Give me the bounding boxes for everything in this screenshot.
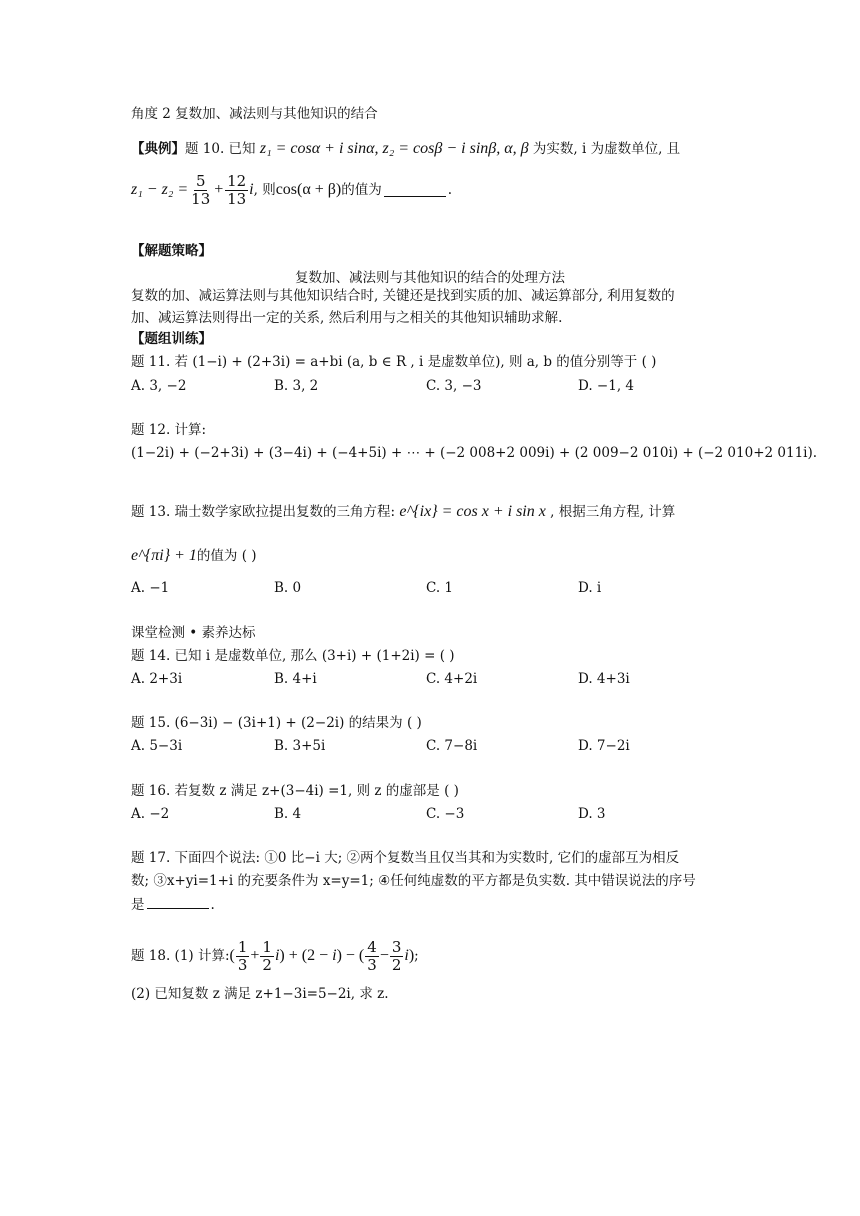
training-tag: 【题组训练】 <box>131 331 212 347</box>
example-q10-line2 <box>131 174 452 207</box>
imag-unit: i <box>404 947 409 965</box>
q10-mid: , 则 <box>253 181 276 198</box>
q17-line1: 题 17. 下面四个说法: ①0 比−i 大; ②两个复数当且仅当其和为实数时, 它们的虚部互为相反 <box>131 850 680 866</box>
q11-stem: 题 11. 若 (1−i) + (2+3i) = a+bi (a, b ∈ R , i 是虚数单位), 则 a, b 的值分别等于 ( ) <box>131 354 657 370</box>
euler-formula: e^{ix} = cos x + i sin x <box>399 503 546 520</box>
q10-end: . <box>447 181 453 198</box>
q10-suffix: 为实数, i 为虚数单位, 且 <box>528 141 681 157</box>
q14-option-d[interactable]: D. 4+3i <box>578 671 630 687</box>
frac-den: 13 <box>191 189 211 208</box>
minus-sign: − <box>379 947 389 965</box>
paren-close: ) <box>408 947 415 965</box>
q10-line2-suffix: 的值为 <box>341 181 382 198</box>
paren-open: ( <box>229 947 235 965</box>
middle-term: ) + (2 − i) − ( <box>279 947 365 965</box>
q13-option-d[interactable]: D. i <box>578 580 602 596</box>
q12-stem: 题 12. 计算: <box>131 422 207 438</box>
strategy-tag: 【解题策略】 <box>131 243 212 259</box>
q14-option-a[interactable]: A. 2+3i <box>131 671 183 687</box>
q13-line1 <box>131 502 675 523</box>
frac-num: 4 <box>367 938 377 956</box>
q13-option-a[interactable]: A. −1 <box>131 580 170 596</box>
q17-line2: 数; ③x+yi=1+i 的充要条件为 x=y=1; ④任何纯虚数的平方都是负实数. 其中错误说法的序号 <box>131 873 696 889</box>
strategy-para-line2: 加、减运算法则得出一定的关系, 然后利用与之相关的其他知识辅助求解. <box>131 310 563 326</box>
q10-frac-imag <box>225 174 248 207</box>
frac-den: 2 <box>262 955 272 974</box>
q18-part2: (2) 已知复数 z 满足 z+1−3i=5−2i, 求 z. <box>131 986 389 1002</box>
q14-stem: 题 14. 已知 i 是虚数单位, 那么 (3+i) + (1+2i) = ( ) <box>131 648 455 664</box>
frac-num: 3 <box>391 938 402 956</box>
q11-option-c[interactable]: C. 3, −3 <box>426 378 482 394</box>
q17-line3-end: . <box>210 897 215 913</box>
strategy-para-line1: 复数的加、减运算法则与其他知识结合时, 关键还是找到实质的加、减运算部分, 利用复数的 <box>131 288 675 304</box>
q16-option-a[interactable]: A. −2 <box>131 806 170 822</box>
q10-lhs: z₁ − z₂ = <box>131 181 189 199</box>
frac-num: 12 <box>227 172 247 190</box>
strategy-heading: 复数加、减法则与其他知识的结合的处理方法 <box>295 270 565 286</box>
q10-prefix: 题 10. 已知 <box>185 141 260 157</box>
q17-line3 <box>131 896 215 915</box>
q16-option-b[interactable]: B. 4 <box>274 806 302 822</box>
q18-frac-1 <box>236 940 250 973</box>
frac-den: 2 <box>391 955 402 974</box>
q13-line2 <box>131 546 257 567</box>
q11-option-b[interactable]: B. 3, 2 <box>274 378 319 394</box>
imag-unit: i <box>274 947 280 965</box>
frac-num: 1 <box>262 938 272 956</box>
q11-option-a[interactable]: A. 3, −2 <box>131 378 187 394</box>
q15-option-b[interactable]: B. 3+5i <box>274 738 326 754</box>
plus-sign: + <box>213 181 225 199</box>
example-q10-line1 <box>131 139 680 160</box>
q10-given-math: z₁ = cosα + i sinα, z₂ = cosβ − i sinβ, α, β <box>259 140 529 157</box>
q18-part1 <box>131 940 419 973</box>
q15-option-d[interactable]: D. 7−2i <box>578 738 630 754</box>
plus-sign: + <box>250 947 260 965</box>
q10-frac-real <box>189 174 212 207</box>
euler-expression: e^{πi} + 1 <box>131 547 197 564</box>
answer-blank[interactable] <box>147 896 209 909</box>
q13-option-b[interactable]: B. 0 <box>274 580 302 596</box>
q18-frac-2 <box>260 940 274 973</box>
q15-option-c[interactable]: C. 7−8i <box>426 738 478 754</box>
q17-line3-prefix: 是 <box>131 897 145 913</box>
frac-den: 3 <box>237 955 248 974</box>
q10-cos-expr: cos(α + β) <box>275 181 342 199</box>
frac-num: 1 <box>237 938 248 956</box>
frac-den: 3 <box>367 955 377 974</box>
answer-blank[interactable] <box>384 184 446 197</box>
q18-frac-4 <box>390 940 404 973</box>
q18-part1-suffix: ; <box>414 947 419 964</box>
q16-option-c[interactable]: C. −3 <box>426 806 465 822</box>
q15-option-a[interactable]: A. 5−3i <box>131 738 183 754</box>
q16-option-d[interactable]: D. 3 <box>578 806 606 822</box>
q14-option-b[interactable]: B. 4+i <box>274 671 317 687</box>
q18-part1-prefix: 题 18. (1) 计算: <box>131 947 230 964</box>
q16-stem: 题 16. 若复数 z 满足 z+(3−4i) =1, 则 z 的虚部是 ( ) <box>131 783 459 799</box>
q14-option-c[interactable]: C. 4+2i <box>426 671 478 687</box>
imag-unit: i <box>249 181 254 199</box>
q13-suffix: , 根据三角方程, 计算 <box>545 504 676 520</box>
classroom-title: 课堂检测 • 素养达标 <box>131 625 256 641</box>
q15-stem: 题 15. (6−3i) − (3i+1) + (2−2i) 的结果为 ( ) <box>131 715 422 731</box>
q13-prefix: 题 13. 瑞士数学家欧拉提出复数的三角方程: <box>131 504 400 520</box>
example-tag: 【典例】 <box>131 141 185 157</box>
q13-option-c[interactable]: C. 1 <box>426 580 454 596</box>
q18-frac-3 <box>365 940 379 973</box>
q11-option-d[interactable]: D. −1, 4 <box>578 378 634 394</box>
section-title: 角度 2 复数加、减法则与其他知识的结合 <box>131 106 378 122</box>
frac-den: 13 <box>227 189 247 208</box>
q13-line2-text: 的值为 ( ) <box>196 548 257 564</box>
frac-num: 5 <box>195 172 206 190</box>
q12-expression: (1−2i) + (−2+3i) + (3−4i) + (−4+5i) + ⋯ + (−2 008+2 009i) + (2 009−2 010i) + (−2 010+2 011i). <box>131 445 818 461</box>
